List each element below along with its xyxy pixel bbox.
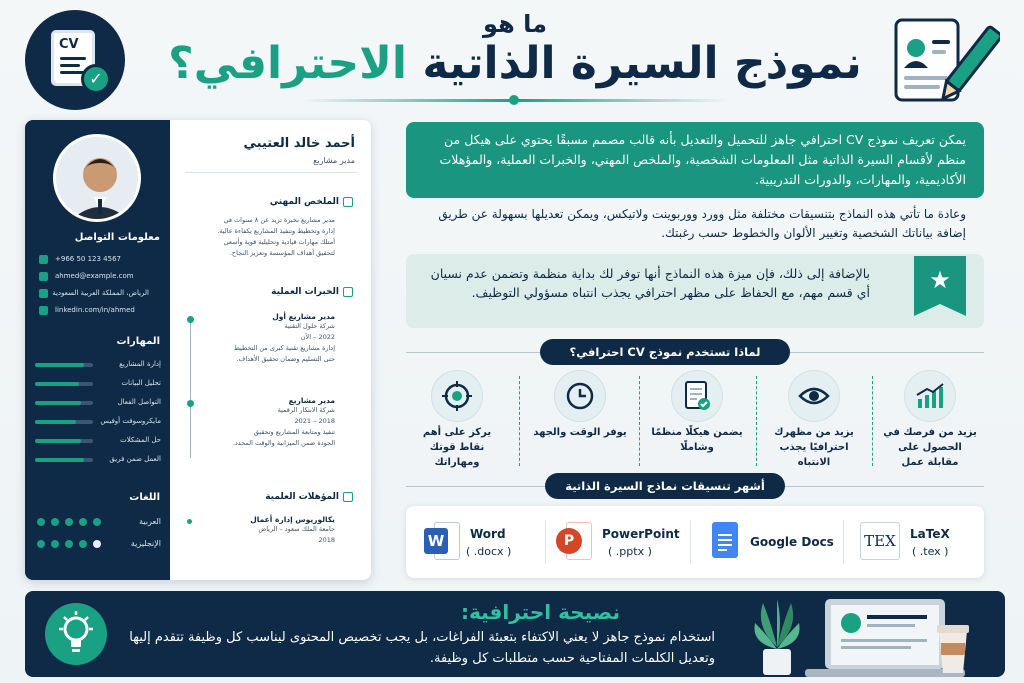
timeline-dot [187, 316, 194, 323]
page-title [150, 38, 880, 89]
benefit-label: يزيد من فرصك في الحصول على مقابلة عمل [883, 427, 977, 468]
summary-line: لتحقيق أهداف المؤسسة وتعزيز النجاح. [229, 249, 335, 257]
summary-line: مدير مشاريع بخبرة تزيد عن ٨ سنوات في [223, 216, 335, 224]
skill-label: العمل ضمن فريق [109, 455, 161, 463]
language-label: الإنجليزية [130, 539, 161, 548]
skill-bar [35, 420, 93, 424]
summary-line: أمتلك مهارات قيادية وتحليلية قوية وأسعى [223, 238, 335, 246]
job-title: مدير مشاريع أول [272, 312, 335, 321]
skills-title: المهارات [116, 336, 160, 347]
contact-location: الرياض، المملكة العربية السعودية [52, 289, 149, 297]
cv-divider [185, 172, 357, 173]
format-divider [690, 520, 691, 564]
job-desc: الجودة ضمن الميزانية والوقت المحدد. [232, 439, 335, 447]
eye-icon [788, 370, 840, 422]
lightbulb-icon [45, 603, 107, 665]
skill-label: التواصل الفعال [117, 398, 161, 406]
contact-phone: +966 50 123 4567 [55, 255, 121, 263]
experience-item [200, 396, 335, 449]
skill-bar-fill [35, 420, 76, 424]
skill-bar-fill [35, 439, 81, 443]
benefit-divider [519, 376, 520, 466]
format-name-word: Word [470, 527, 506, 541]
header-kicker: ما هو [483, 10, 547, 38]
cv-sample-card [25, 120, 371, 580]
check-icon: ✓ [81, 64, 111, 94]
location-icon [39, 289, 48, 298]
language-level-dot [37, 540, 45, 548]
skill-label: مايكروسوفت أوفيس [100, 417, 161, 425]
google-docs-icon [712, 522, 738, 558]
formats-title: أشهر تنسيقات نماذج السيرة الذاتية [545, 473, 785, 499]
benefit-label: يركز على أهم نقاط قوتك ومهاراتك [422, 427, 492, 468]
language-level-dot [37, 518, 45, 526]
format-name-latex: LaTeX [910, 527, 950, 541]
skill-bar [35, 382, 93, 386]
education-title: المؤهلات العلمية [265, 492, 339, 502]
format-ext-word: ( .docx ) [466, 545, 512, 558]
skill-bar [35, 439, 93, 443]
summary-text [185, 215, 335, 259]
star-icon: ★ [929, 266, 951, 294]
mail-icon [39, 272, 48, 281]
timeline-dot [187, 519, 192, 524]
benefit-label: يزيد من مظهرك احترافيًا يجذب الانتباه [774, 427, 854, 468]
person-icon [343, 197, 353, 207]
phone-icon [39, 255, 48, 264]
summary-line: إدارة وتخطيط وتنفيذ المشاريع بكفاءة عالية. [217, 227, 335, 235]
language-level-dot [93, 540, 101, 548]
tip-title: نصيحة احترافية: [460, 600, 620, 624]
language-level-dot [79, 518, 87, 526]
job-period: 2018 – 2021 [294, 417, 335, 425]
school: جامعة الملك سعود – الرياض [258, 525, 335, 533]
job-title: مدير مشاريع [288, 396, 335, 405]
skill-bar-fill [35, 382, 79, 386]
title-dark: نموذج السيرة الذاتية [422, 38, 862, 89]
education-item [200, 515, 335, 546]
language-level-dot [65, 518, 73, 526]
briefcase-icon [343, 287, 353, 297]
skill-label: إدارة المشاريع [119, 360, 161, 368]
timeline-line [190, 320, 191, 458]
skill-bar-fill [35, 363, 84, 367]
linkedin-icon [39, 306, 48, 315]
benefit-label: يوفر الوقت والجهد [533, 427, 627, 438]
skill-bar [35, 363, 93, 367]
language-level-dot [93, 518, 101, 526]
job-company: شركة الابتكار الرقمية [277, 406, 335, 414]
degree: بكالوريوس إدارة أعمال [250, 515, 335, 524]
job-desc: تنفيذ ومتابعة المشاريع وتحقيق [253, 428, 335, 436]
coffee-cup-icon [935, 625, 971, 673]
experience-title: الخبرات العملية [271, 287, 339, 297]
cv-badge [25, 10, 125, 110]
format-ext-latex: ( .tex ) [912, 545, 949, 558]
powerpoint-icon: P [556, 522, 592, 560]
resume-pencil-icon [890, 14, 1000, 109]
title-underline-dot [509, 95, 519, 105]
benefit-divider [756, 376, 757, 466]
growth-chart-icon [904, 370, 956, 422]
target-icon [431, 370, 483, 422]
tip-text: استخدام نموذج جاهز لا يعني الاكتفاء بتعبئة الفراغات، بل يجب تخصيص المحتوى ليناسب كل وظيفة تتقدم إليها وتعديل الكلمات المفتاحية حسب متطلبات كل وظيفة. [129, 630, 715, 666]
title-green: الاحترافي؟ [168, 38, 407, 89]
skill-bar-fill [35, 458, 84, 462]
skill-label: حل المشكلات [120, 436, 161, 444]
format-name-google-docs: Google Docs [750, 535, 834, 549]
contact-linkedin: linkedin.com/in/ahmed [55, 306, 135, 314]
formats-paragraph: وعادة ما تأتي هذه النماذج بتنسيقات مختلفة مثل وورد ووربوينت ولاتيكس، ويمكن تعديلها بسهولة عن طريق إضافة بياناتك الشخصية وتغيير الألوان والخطوط حسب رغبتك. [438, 207, 966, 240]
format-divider [843, 520, 844, 564]
avatar [53, 134, 141, 222]
plant-icon [753, 597, 801, 677]
clock-icon [554, 370, 606, 422]
intro-box: يمكن تعريف نموذج CV احترافي جاهز للتحميل والتعديل بأنه قالب مصمم مسبقًا يحتوي على هيكل من منظم لأقسام السيرة الذاتية مثل المعلومات الشخصية، والملخص المهني، والخبرات العملية، والمؤهلات الأكاديمية، والمهارات، والدورات التدريبية. [406, 122, 984, 198]
job-period: 2022 – الآن [300, 333, 335, 341]
checklist-document-icon [671, 370, 723, 422]
skill-bar [35, 401, 93, 405]
skill-label: تحليل البيانات [121, 379, 161, 387]
cv-role: مدير مشاريع [313, 156, 355, 165]
cv-sidebar [25, 120, 170, 580]
benefit-divider [639, 376, 640, 466]
skill-bar-fill [35, 401, 81, 405]
word-icon: W [424, 522, 460, 560]
language-label: العربية [139, 517, 161, 526]
skill-bar [35, 458, 93, 462]
languages-title: اللغات [129, 492, 160, 503]
summary-title: الملخص المهني [269, 197, 339, 207]
cv-badge-label: CV [59, 37, 79, 52]
latex-icon: TEX [860, 522, 900, 560]
job-company: شركة حلول التقنية [284, 322, 335, 330]
why-title: لماذا تستخدم نموذج CV احترافي؟ [540, 339, 790, 365]
language-level-dot [65, 540, 73, 548]
benefit-divider [872, 376, 873, 466]
benefit-label: يضمن هيكلًا منظمًا وشاملًا [651, 427, 743, 453]
language-level-dot [51, 540, 59, 548]
contact-email: ahmed@example.com [55, 272, 134, 280]
timeline-dot [187, 400, 194, 407]
graduation-cap-icon [343, 492, 353, 502]
job-desc: حتى التسليم وضمان تحقيق الأهداف. [236, 355, 335, 363]
contact-title: معلومات التواصل [74, 232, 160, 243]
language-level-dot [51, 518, 59, 526]
format-name-powerpoint: PowerPoint [602, 527, 680, 541]
job-desc: إدارة مشاريع تقنية كبرى من التخطيط [233, 344, 335, 352]
cv-name: أحمد خالد العتيبي [243, 136, 355, 151]
format-ext-powerpoint: ( .pptx ) [608, 545, 652, 558]
graduation-year: 2018 [318, 536, 335, 544]
experience-item [200, 312, 335, 365]
feature-text: بالإضافة إلى ذلك، فإن ميزة هذه النماذج أنها توفر لك بداية منظمة وتضمن عدم نسيان أي قسم مهم، مع الحفاظ على مظهر احترافي يجذب انتباه مسؤولي التوظيف. [430, 266, 870, 300]
format-divider [545, 520, 546, 564]
language-level-dot [79, 540, 87, 548]
